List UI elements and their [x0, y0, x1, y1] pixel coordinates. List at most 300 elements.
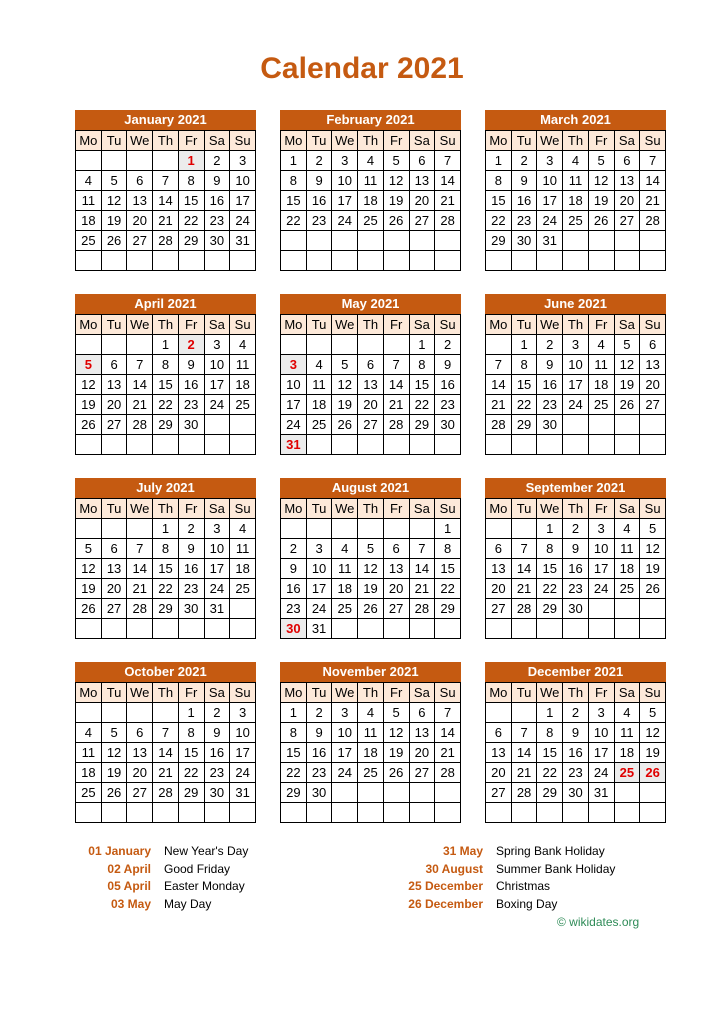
day-cell: 15 — [537, 743, 563, 763]
day-cell: 1 — [435, 519, 461, 539]
day-cell: 23 — [204, 211, 230, 231]
day-cell: 1 — [178, 703, 204, 723]
day-cell: 20 — [127, 211, 153, 231]
week-row — [76, 723, 256, 743]
empty-day-cell — [383, 435, 409, 455]
day-cell: 16 — [204, 191, 230, 211]
weekday-header: Su — [640, 683, 666, 703]
day-cell: 3 — [230, 151, 256, 171]
day-cell: 3 — [588, 703, 614, 723]
day-cell: 18 — [76, 211, 102, 231]
month-table — [280, 682, 461, 823]
day-cell: 1 — [153, 519, 179, 539]
week-row — [76, 743, 256, 763]
holiday-name: Spring Bank Holiday — [496, 844, 605, 858]
empty-day-cell — [563, 619, 589, 639]
week-row — [486, 415, 666, 435]
weekday-header: Mo — [76, 315, 102, 335]
empty-day-cell — [101, 619, 127, 639]
empty-day-cell — [537, 251, 563, 271]
day-cell: 16 — [563, 559, 589, 579]
month-title: June 2021 — [485, 294, 666, 314]
weekday-header: Sa — [409, 131, 435, 151]
weekday-header: Sa — [409, 315, 435, 335]
empty-day-cell — [281, 231, 307, 251]
day-cell: 16 — [204, 743, 230, 763]
day-cell: 24 — [537, 211, 563, 231]
day-cell: 9 — [178, 355, 204, 375]
day-cell: 13 — [409, 723, 435, 743]
day-cell: 21 — [127, 579, 153, 599]
day-cell: 4 — [230, 335, 256, 355]
empty-day-cell — [588, 803, 614, 823]
day-cell: 3 — [588, 519, 614, 539]
day-cell: 5 — [383, 151, 409, 171]
day-cell: 30 — [204, 231, 230, 251]
week-row — [486, 763, 666, 783]
day-cell: 27 — [127, 783, 153, 803]
empty-day-cell — [409, 519, 435, 539]
empty-day-cell — [306, 519, 332, 539]
month-table — [75, 130, 256, 271]
empty-day-cell — [230, 599, 256, 619]
weekday-header: Su — [435, 315, 461, 335]
empty-day-cell — [435, 251, 461, 271]
day-cell: 8 — [511, 355, 537, 375]
day-cell: 8 — [178, 171, 204, 191]
week-row — [76, 763, 256, 783]
day-cell: 5 — [588, 151, 614, 171]
day-cell: 18 — [332, 579, 358, 599]
weekday-header: We — [332, 131, 358, 151]
weekday-header: Mo — [76, 131, 102, 151]
week-row — [486, 191, 666, 211]
day-cell: 20 — [614, 191, 640, 211]
day-cell: 7 — [511, 723, 537, 743]
day-cell: 3 — [563, 335, 589, 355]
empty-day-cell — [588, 599, 614, 619]
day-cell: 20 — [409, 743, 435, 763]
empty-day-cell — [153, 803, 179, 823]
empty-day-cell — [383, 619, 409, 639]
empty-day-cell — [640, 803, 666, 823]
month-calendar — [75, 294, 256, 455]
day-cell: 2 — [204, 151, 230, 171]
day-cell: 11 — [614, 539, 640, 559]
day-cell: 18 — [306, 395, 332, 415]
day-cell: 23 — [435, 395, 461, 415]
day-cell: 21 — [511, 579, 537, 599]
day-cell: 14 — [435, 723, 461, 743]
day-cell: 6 — [127, 723, 153, 743]
empty-day-cell — [332, 519, 358, 539]
empty-day-cell — [358, 231, 384, 251]
empty-day-cell — [640, 619, 666, 639]
weekday-header: Fr — [178, 131, 204, 151]
empty-day-cell — [511, 519, 537, 539]
empty-day-cell — [537, 435, 563, 455]
day-cell: 10 — [230, 723, 256, 743]
day-cell: 30 — [178, 599, 204, 619]
day-cell: 14 — [153, 191, 179, 211]
week-row — [486, 171, 666, 191]
day-cell: 28 — [511, 783, 537, 803]
day-cell: 19 — [358, 579, 384, 599]
day-cell: 11 — [306, 375, 332, 395]
day-cell: 11 — [230, 355, 256, 375]
weekday-header: Th — [153, 315, 179, 335]
day-cell: 8 — [153, 539, 179, 559]
day-cell: 25 — [230, 395, 256, 415]
empty-day-cell — [358, 335, 384, 355]
day-cell: 8 — [409, 355, 435, 375]
empty-day-cell — [101, 251, 127, 271]
week-row — [486, 151, 666, 171]
day-cell: 3 — [537, 151, 563, 171]
weekday-header: Th — [153, 499, 179, 519]
empty-day-cell — [614, 415, 640, 435]
week-row — [76, 355, 256, 375]
day-cell: 21 — [486, 395, 512, 415]
day-cell: 1 — [537, 703, 563, 723]
week-row — [76, 579, 256, 599]
weekday-header: Sa — [614, 315, 640, 335]
day-cell: 19 — [76, 579, 102, 599]
empty-day-cell — [153, 251, 179, 271]
day-cell: 28 — [153, 783, 179, 803]
weekday-header: Fr — [383, 131, 409, 151]
week-row — [76, 599, 256, 619]
month-title: January 2021 — [75, 110, 256, 130]
day-cell: 12 — [76, 375, 102, 395]
week-row — [76, 539, 256, 559]
empty-day-cell — [332, 251, 358, 271]
empty-day-cell — [153, 435, 179, 455]
day-cell: 14 — [511, 743, 537, 763]
day-cell: 28 — [127, 415, 153, 435]
day-cell: 1 — [511, 335, 537, 355]
empty-day-cell — [332, 619, 358, 639]
holiday-date: 26 December — [408, 897, 483, 912]
holiday-list-left — [80, 843, 248, 914]
day-cell: 6 — [486, 723, 512, 743]
weekday-header: Tu — [306, 499, 332, 519]
weekday-header: Su — [640, 499, 666, 519]
week-row — [486, 355, 666, 375]
weekday-header: Su — [640, 315, 666, 335]
day-cell: 9 — [281, 559, 307, 579]
empty-day-cell — [204, 415, 230, 435]
weekday-header: Mo — [486, 131, 512, 151]
week-row — [486, 723, 666, 743]
day-cell: 22 — [153, 395, 179, 415]
month-calendar — [485, 294, 666, 455]
day-cell: 10 — [204, 539, 230, 559]
holiday-day-cell: 1 — [178, 151, 204, 171]
weekday-header: Sa — [204, 131, 230, 151]
holiday-name: Good Friday — [164, 861, 231, 876]
empty-day-cell — [306, 251, 332, 271]
empty-day-cell — [588, 415, 614, 435]
empty-day-cell — [153, 151, 179, 171]
day-cell: 15 — [178, 191, 204, 211]
week-row — [281, 743, 461, 763]
week-row — [281, 783, 461, 803]
day-cell: 9 — [537, 355, 563, 375]
empty-day-cell — [178, 435, 204, 455]
day-cell: 4 — [76, 171, 102, 191]
day-cell: 26 — [76, 599, 102, 619]
empty-day-cell — [101, 151, 127, 171]
weekday-header: Th — [358, 315, 384, 335]
month-calendar — [280, 110, 461, 271]
day-cell: 16 — [178, 559, 204, 579]
empty-day-cell — [230, 415, 256, 435]
day-cell: 8 — [486, 171, 512, 191]
day-cell: 11 — [358, 171, 384, 191]
week-row — [76, 251, 256, 271]
day-cell: 26 — [76, 415, 102, 435]
weekday-header: Tu — [306, 683, 332, 703]
day-cell: 25 — [76, 783, 102, 803]
empty-day-cell — [537, 619, 563, 639]
empty-day-cell — [588, 251, 614, 271]
day-cell: 31 — [230, 231, 256, 251]
day-cell: 27 — [409, 763, 435, 783]
empty-day-cell — [127, 619, 153, 639]
week-row — [281, 191, 461, 211]
day-cell: 9 — [204, 171, 230, 191]
empty-day-cell — [306, 231, 332, 251]
day-cell: 6 — [101, 539, 127, 559]
day-cell: 31 — [230, 783, 256, 803]
month-calendar — [280, 294, 461, 455]
day-cell: 8 — [281, 723, 307, 743]
day-cell: 14 — [486, 375, 512, 395]
holiday-entry — [80, 878, 248, 896]
holiday-date: 03 May — [110, 897, 151, 912]
day-cell: 23 — [511, 211, 537, 231]
month-calendar — [485, 110, 666, 271]
day-cell: 1 — [409, 335, 435, 355]
weekday-header: Th — [563, 131, 589, 151]
day-cell: 27 — [101, 415, 127, 435]
day-cell: 23 — [306, 763, 332, 783]
day-cell: 21 — [640, 191, 666, 211]
day-cell: 19 — [588, 191, 614, 211]
day-cell: 29 — [281, 783, 307, 803]
day-cell: 27 — [614, 211, 640, 231]
day-cell: 13 — [486, 743, 512, 763]
holiday-name: Summer Bank Holiday — [496, 861, 616, 876]
day-cell: 16 — [281, 579, 307, 599]
weekday-header: Tu — [306, 315, 332, 335]
day-cell: 28 — [640, 211, 666, 231]
day-cell: 17 — [537, 191, 563, 211]
empty-day-cell — [76, 335, 102, 355]
day-cell: 24 — [204, 395, 230, 415]
day-cell: 30 — [511, 231, 537, 251]
month-table — [485, 682, 666, 823]
day-cell: 7 — [435, 151, 461, 171]
holiday-name: Christmas — [496, 879, 551, 894]
day-cell: 1 — [537, 519, 563, 539]
day-cell: 1 — [486, 151, 512, 171]
empty-day-cell — [640, 783, 666, 803]
weekday-header: Mo — [76, 499, 102, 519]
week-row — [281, 703, 461, 723]
holiday-entry — [390, 878, 615, 896]
empty-day-cell — [358, 251, 384, 271]
empty-day-cell — [563, 231, 589, 251]
day-cell: 29 — [486, 231, 512, 251]
empty-day-cell — [332, 335, 358, 355]
day-cell: 18 — [358, 743, 384, 763]
empty-day-cell — [383, 519, 409, 539]
day-cell: 9 — [435, 355, 461, 375]
day-cell: 11 — [614, 723, 640, 743]
day-cell: 18 — [358, 191, 384, 211]
empty-day-cell — [127, 803, 153, 823]
empty-day-cell — [101, 335, 127, 355]
day-cell: 23 — [204, 763, 230, 783]
day-cell: 28 — [127, 599, 153, 619]
month-title: September 2021 — [485, 478, 666, 498]
holiday-day-cell: 30 — [281, 619, 307, 639]
day-cell: 24 — [230, 763, 256, 783]
day-cell: 19 — [76, 395, 102, 415]
day-cell: 14 — [127, 559, 153, 579]
day-cell: 5 — [614, 335, 640, 355]
day-cell: 20 — [101, 579, 127, 599]
empty-day-cell — [640, 231, 666, 251]
day-cell: 15 — [178, 743, 204, 763]
week-row — [486, 519, 666, 539]
day-cell: 15 — [409, 375, 435, 395]
day-cell: 23 — [563, 763, 589, 783]
day-cell: 2 — [563, 703, 589, 723]
day-cell: 30 — [306, 783, 332, 803]
empty-day-cell — [306, 335, 332, 355]
day-cell: 6 — [614, 151, 640, 171]
day-cell: 22 — [486, 211, 512, 231]
empty-day-cell — [383, 783, 409, 803]
empty-day-cell — [640, 435, 666, 455]
empty-day-cell — [358, 519, 384, 539]
empty-day-cell — [511, 803, 537, 823]
week-row — [281, 539, 461, 559]
day-cell: 28 — [511, 599, 537, 619]
week-row — [281, 211, 461, 231]
weekday-header: Su — [435, 499, 461, 519]
week-row — [486, 211, 666, 231]
day-cell: 8 — [435, 539, 461, 559]
day-cell: 31 — [537, 231, 563, 251]
week-row — [281, 251, 461, 271]
day-cell: 26 — [614, 395, 640, 415]
month-table — [75, 498, 256, 639]
day-cell: 17 — [204, 375, 230, 395]
day-cell: 6 — [383, 539, 409, 559]
weekday-header: Fr — [588, 683, 614, 703]
empty-day-cell — [486, 251, 512, 271]
day-cell: 4 — [563, 151, 589, 171]
empty-day-cell — [511, 703, 537, 723]
month-title: March 2021 — [485, 110, 666, 130]
day-cell: 10 — [281, 375, 307, 395]
month-title: December 2021 — [485, 662, 666, 682]
empty-day-cell — [178, 251, 204, 271]
empty-day-cell — [204, 619, 230, 639]
weekday-header: Th — [563, 499, 589, 519]
holiday-entry — [80, 843, 248, 861]
weekday-header: Sa — [204, 499, 230, 519]
day-cell: 29 — [537, 599, 563, 619]
day-cell: 9 — [178, 539, 204, 559]
day-cell: 16 — [306, 743, 332, 763]
day-cell: 5 — [640, 519, 666, 539]
day-cell: 21 — [153, 211, 179, 231]
day-cell: 6 — [101, 355, 127, 375]
day-cell: 26 — [383, 211, 409, 231]
week-row — [76, 231, 256, 251]
week-row — [486, 599, 666, 619]
month-table — [485, 130, 666, 271]
day-cell: 5 — [358, 539, 384, 559]
week-row — [76, 415, 256, 435]
empty-day-cell — [76, 151, 102, 171]
weekday-header: Mo — [281, 315, 307, 335]
day-cell: 19 — [101, 211, 127, 231]
holiday-entry — [80, 896, 248, 914]
weekday-header: Fr — [588, 499, 614, 519]
empty-day-cell — [435, 231, 461, 251]
holiday-entry — [390, 843, 615, 861]
empty-day-cell — [127, 151, 153, 171]
day-cell: 19 — [383, 191, 409, 211]
holiday-name: New Year's Day — [164, 844, 249, 858]
empty-day-cell — [409, 231, 435, 251]
day-cell: 17 — [281, 395, 307, 415]
empty-day-cell — [588, 435, 614, 455]
day-cell: 13 — [640, 355, 666, 375]
day-cell: 9 — [563, 539, 589, 559]
weekday-header: We — [537, 499, 563, 519]
day-cell: 6 — [409, 151, 435, 171]
day-cell: 5 — [640, 703, 666, 723]
empty-day-cell — [614, 435, 640, 455]
weekday-header: Fr — [588, 131, 614, 151]
day-cell: 7 — [127, 355, 153, 375]
day-cell: 11 — [76, 191, 102, 211]
day-cell: 13 — [127, 191, 153, 211]
day-cell: 26 — [358, 599, 384, 619]
weekday-header: Mo — [281, 683, 307, 703]
empty-day-cell — [563, 251, 589, 271]
day-cell: 17 — [230, 743, 256, 763]
empty-day-cell — [486, 803, 512, 823]
holiday-day-cell: 3 — [281, 355, 307, 375]
holiday-date: 02 April — [107, 861, 151, 876]
empty-day-cell — [332, 803, 358, 823]
week-row — [281, 803, 461, 823]
day-cell: 21 — [409, 579, 435, 599]
week-row — [281, 723, 461, 743]
day-cell: 27 — [383, 599, 409, 619]
empty-day-cell — [486, 703, 512, 723]
day-cell: 2 — [511, 151, 537, 171]
day-cell: 12 — [332, 375, 358, 395]
